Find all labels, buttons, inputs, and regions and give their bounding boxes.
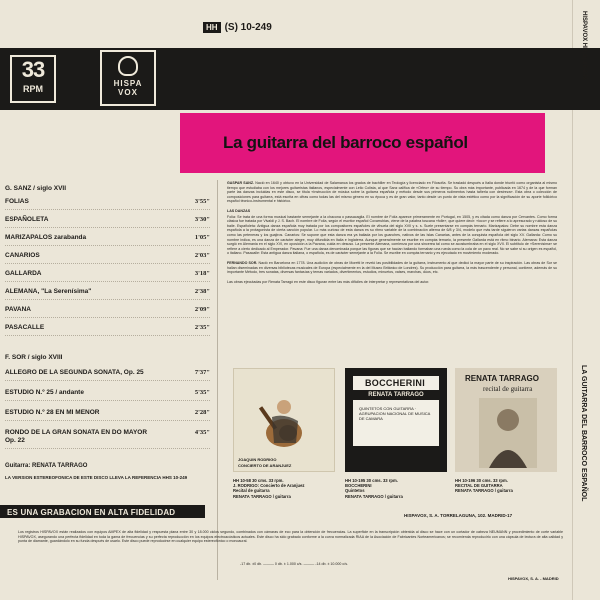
track-row xyxy=(5,210,210,228)
track-title: ALEMANA, "La Serenísima" xyxy=(5,288,92,295)
track-duration: 2'09" xyxy=(194,306,210,313)
caption-line: RENATA TARRAGO / guitarra xyxy=(233,493,291,499)
cover-performer: RENATA TARRAGO xyxy=(465,374,539,383)
side-two-composer: F. SOR / siglo XVIII xyxy=(5,354,63,361)
liner-text: Nació en Barcelona en 1778. Una audición de obras de Moretti le reveló las posibilidades de la guitarra, instrumento al que dedicó la mayor parte de su inspiración. Las obras de Sor se hallan diseminadas en diversas bibliotecas musicales de Europa (especialmente en la del Museo Británico de Londres). Su producción para guitarra, la más trascendente y personal, contiene, además de su importante Método, tres sonatas, diversas fantasías y temas variados, divertimentos, estudios, minuetos, valses, marchas, dúos, etc. xyxy=(227,260,558,275)
track-row xyxy=(5,421,210,449)
caption-line: Recital de guitarra xyxy=(233,488,270,494)
header-band xyxy=(0,48,600,110)
hifi-label: ES UNA GRABACION EN ALTA FIDELIDAD xyxy=(7,508,176,517)
cover-composer: JOAQUIN RODRIGO xyxy=(238,457,277,462)
side-one-composer: G. SANZ / siglo XVII xyxy=(5,185,67,192)
performer-credit: Guitarra: RENATA TARRAGO xyxy=(5,463,88,469)
track-title: GALLARDA xyxy=(5,270,42,277)
record-caption xyxy=(233,478,305,499)
liner-paragraph xyxy=(227,261,557,275)
liner-paragraph xyxy=(227,209,557,256)
track-list xyxy=(5,185,210,480)
liner-notes xyxy=(227,181,557,289)
track-duration: 3'18" xyxy=(194,270,210,277)
catalog-number xyxy=(203,22,272,33)
spine-catalog: HISPAVOX HH(S) 10-249 xyxy=(581,11,587,80)
caption-line: HH 10-196 30 cms. 33 rpm. xyxy=(455,478,508,483)
caption-line: J. RODRIGO: Concierto de Aranjuez xyxy=(233,483,305,489)
liner-paragraph xyxy=(227,280,557,285)
eq-curve-note: -17 db. ±0 db. ——— 0 db. ± 1.000 c/s. ——— -14 db. ± 10.000 c/s. xyxy=(240,562,348,566)
performer-portrait xyxy=(479,398,537,468)
track-title: MARIZAPALOS zarabanda xyxy=(5,234,87,241)
caption-line: HH 10-195 30 cms. 33 rpm. xyxy=(345,478,398,483)
cover-work: CONCIERTO DE ARANJUEZ xyxy=(238,463,292,468)
guitarist-illustration xyxy=(254,393,314,453)
logo-line-2: VOX xyxy=(118,88,138,97)
liner-text: Las obras ejecutadas por Renata Tarragó en este disco figuran entre las más difíciles de interpretar y representativas del autor. xyxy=(227,279,430,284)
label-imprint: HISPAVOX, S. A. - MADRID xyxy=(508,576,559,581)
cover-subtitle: recital de guitarra xyxy=(483,385,533,393)
track-title: ESTUDIO N.º 28 EN MI MENOR xyxy=(5,409,100,416)
record-cover-recital xyxy=(455,368,557,472)
track-row xyxy=(5,228,210,246)
caption-line: Quintetos xyxy=(345,488,365,494)
cover-performer: RENATA TARRAGO xyxy=(353,390,439,400)
track-title: ESTUDIO N.º 25 / andante xyxy=(5,389,84,396)
caption-line: HH 10-58 30 cms. 33 rpm. xyxy=(233,478,284,483)
speed-number: 33 xyxy=(21,57,45,82)
track-row xyxy=(5,361,210,381)
track-row xyxy=(5,282,210,300)
track-row xyxy=(5,264,210,282)
track-duration: 2'28" xyxy=(194,409,210,416)
liner-paragraph xyxy=(227,181,557,204)
liner-text: Folía: Se trata de una forma musical bastante semejante a la chacona o passacaglia. El nombre de Folía aparece primeramente en Portugal, en 1505, y es citada como danza por Cervantes. Como forma clásica fue tratada por Vivaldi y J. S. Bach. El nombre de Folía, según el escritor español Covarrubias, viene de la palabra toscana «folle», que quiere decir: «loco» y se refiere a lo apresurado y ruidoso de su baile. Españoleta: Antigua danza española muy tratada por los compositores españoles de vihuela del siglo XVII y s. s. Suele presentarse en compás ternario. Marizapalos: Debe su nombre esta danza española a la protagonista de cierta canción popular. Lo más curioso de esta danza es su ritmo variable de la combinación alterna de 6/8 y 3/4, modelo que más tarde siguieron varias danzas españolas como las peteneras y los guajiros. Canarios: Se supone que esta danza era ya bailada por los guanches, nativos de las Islas Canarias, antes de la conquista española del siglo XV. Gallarda: Como su nombre indica, es una danza de carácter alegre, muy difundida en Italia e Inglaterra. Aunque generalmente se escribe en compás ternario, la presente Gallarda está en ritmo binario. Alemana: Esta danza surgió en Alemania en el siglo XVI, en oposición a la Pavana, cuida en desuso. La presente Alemana, comienza por una sincerea tal como se acostumbraba en el siglo XVII. El subtítulo de «Serenísima» se refiere a cierto dedicado al Emperador. Pavana: Fue una danza denominada porque las figuras que se hacían bailando formaban una rueda como la cola de un pavo real. No se sabe si su origen es español, o italiano. Pasacalle: Esta antigua danza italiana, o española, es de carácter semejante a la Folía. Se escribe en compás ternario y es ejecutado en movimiento moderado. xyxy=(227,214,557,256)
publisher-address: HISPAVOX, S. A. TORRELAGUNA, 102. MADRID-17 xyxy=(404,513,513,518)
record-caption xyxy=(455,478,513,494)
cover-panel xyxy=(353,376,439,446)
catalog-prefix: HH xyxy=(203,22,221,33)
track-duration: 5'35" xyxy=(194,389,210,396)
caption-line: BOCCHERINI xyxy=(345,483,372,489)
track-row xyxy=(5,381,210,401)
hispavox-logo xyxy=(100,50,156,106)
speed-badge xyxy=(10,55,56,103)
catalog-code: (S) 10-249 xyxy=(224,22,272,33)
track-duration: 7'37" xyxy=(194,369,210,376)
liner-text: Nació en 1640 y obtuvo en la Universidad de Salamanca los grados de bachiller en Teología y licenciado en Filosofía. Se trasladó después a Italia donde triunfó como organista al mismo tiempo que estudiaba con los mejores guitarristas italianos, especialmente con Lelio Colista, al que Sanz califica de «Orfeo» de su tiempo. Su obra más importante, publicada en 1674 y de la que forman parte las danzas incluidas en este disco, se titula «Instrucción de música sobre la guitarra española y método desde sus primeros rudimentos hasta tañerla con destreza». Esta obra o colección de composiciones para guitarra, está escrita en cifras como todas las del mismo género en su época y es de gran valor, tanto desde un punto de vista estético como por la significación de su aporte folklórico español técnico-instrumental e histórico. xyxy=(227,181,557,204)
track-duration: 3'55" xyxy=(194,198,210,205)
liner-heading: FERNANDO SOR. xyxy=(227,260,258,265)
logo-line-1: HISPA xyxy=(113,79,143,88)
track-duration: 4'35" xyxy=(194,429,210,436)
record-cover-boccherini xyxy=(345,368,447,472)
spine-title: LA GUITARRA DEL BARROCO ESPAÑOL xyxy=(580,365,587,502)
cover-title: BOCCHERINI xyxy=(365,378,426,388)
track-title: RONDO DE LA GRAN SONATA EN DO MAYOR Op. 22 xyxy=(5,429,148,444)
crest-icon xyxy=(118,56,138,76)
track-duration: 3'30" xyxy=(194,216,210,223)
caption-line: RENATA TARRAGO / guitarra xyxy=(345,493,403,499)
track-title: ESPAÑOLETA xyxy=(5,216,49,223)
track-row xyxy=(5,318,210,336)
track-title: PASACALLE xyxy=(5,324,45,331)
liner-heading: LAS DANZAS xyxy=(227,208,251,213)
track-duration: 2'03" xyxy=(194,252,210,259)
track-title: FOLIAS xyxy=(5,198,29,205)
cover-text: QUINTETOS CON GUITARRA · AGRUPACION NACIONAL DE MUSICA DE CAMARA xyxy=(359,406,431,421)
liner-heading: GASPAR SANZ. xyxy=(227,181,255,185)
record-caption xyxy=(345,478,403,499)
track-row xyxy=(5,246,210,264)
column-divider xyxy=(217,180,218,580)
track-row xyxy=(5,300,210,318)
stereo-note: LA VERSION ESTEREOFONICA DE ESTE DISCO LLEVA LA REFERENCIA HHS 10-249 xyxy=(5,475,188,480)
caption-line: RECITAL DE GUITARRA xyxy=(455,483,503,489)
caption-line: RENATA TARRAGO / guitarra xyxy=(455,488,513,494)
track-row xyxy=(5,192,210,210)
track-title: CANARIOS xyxy=(5,252,40,259)
technical-fine-print: Los registros HISPAVOX están realizados con equipos AMPEX de alta fidelidad y respuesta plana entre 30 y 18.000 ciclos segundo, combinados con cámaras de eco para la obtención de frecuencias. La superficie en la transcripción obtenida al disco se hace con un cortador de cabeza NEUMANN y procedimiento de corte variable HISPAVOX, asegurando una perfecta fidelidad en toda la gama de frecuencias y su perfecta reproducción en los equipos electroacústicos actuales. Este disco ha sido grabado conforme a la curva normalizada RIAA de la Asociación de Fabricantes Norteamericanos; se recomienda reproducirlo con una cápsula de lectura de alta calidad y punta de diamante, guardándolo en su funda después de usarlo. Este disco puede reproducirse en cualquier equipo estereofónico o monoaural. xyxy=(18,530,563,543)
spine-text xyxy=(578,5,588,595)
album-title: La guitarra del barroco español xyxy=(223,133,468,152)
track-duration: 2'35" xyxy=(194,324,210,331)
speed-unit: RPM xyxy=(23,84,43,94)
track-duration: 2'38" xyxy=(194,288,210,295)
track-title: ALLEGRO DE LA SEGUNDA SONATA, Op. 25 xyxy=(5,369,144,376)
track-title: PAVANA xyxy=(5,306,31,313)
track-row xyxy=(5,401,210,421)
track-duration: 1'05" xyxy=(194,234,210,241)
record-cover-aranjuez xyxy=(233,368,335,472)
